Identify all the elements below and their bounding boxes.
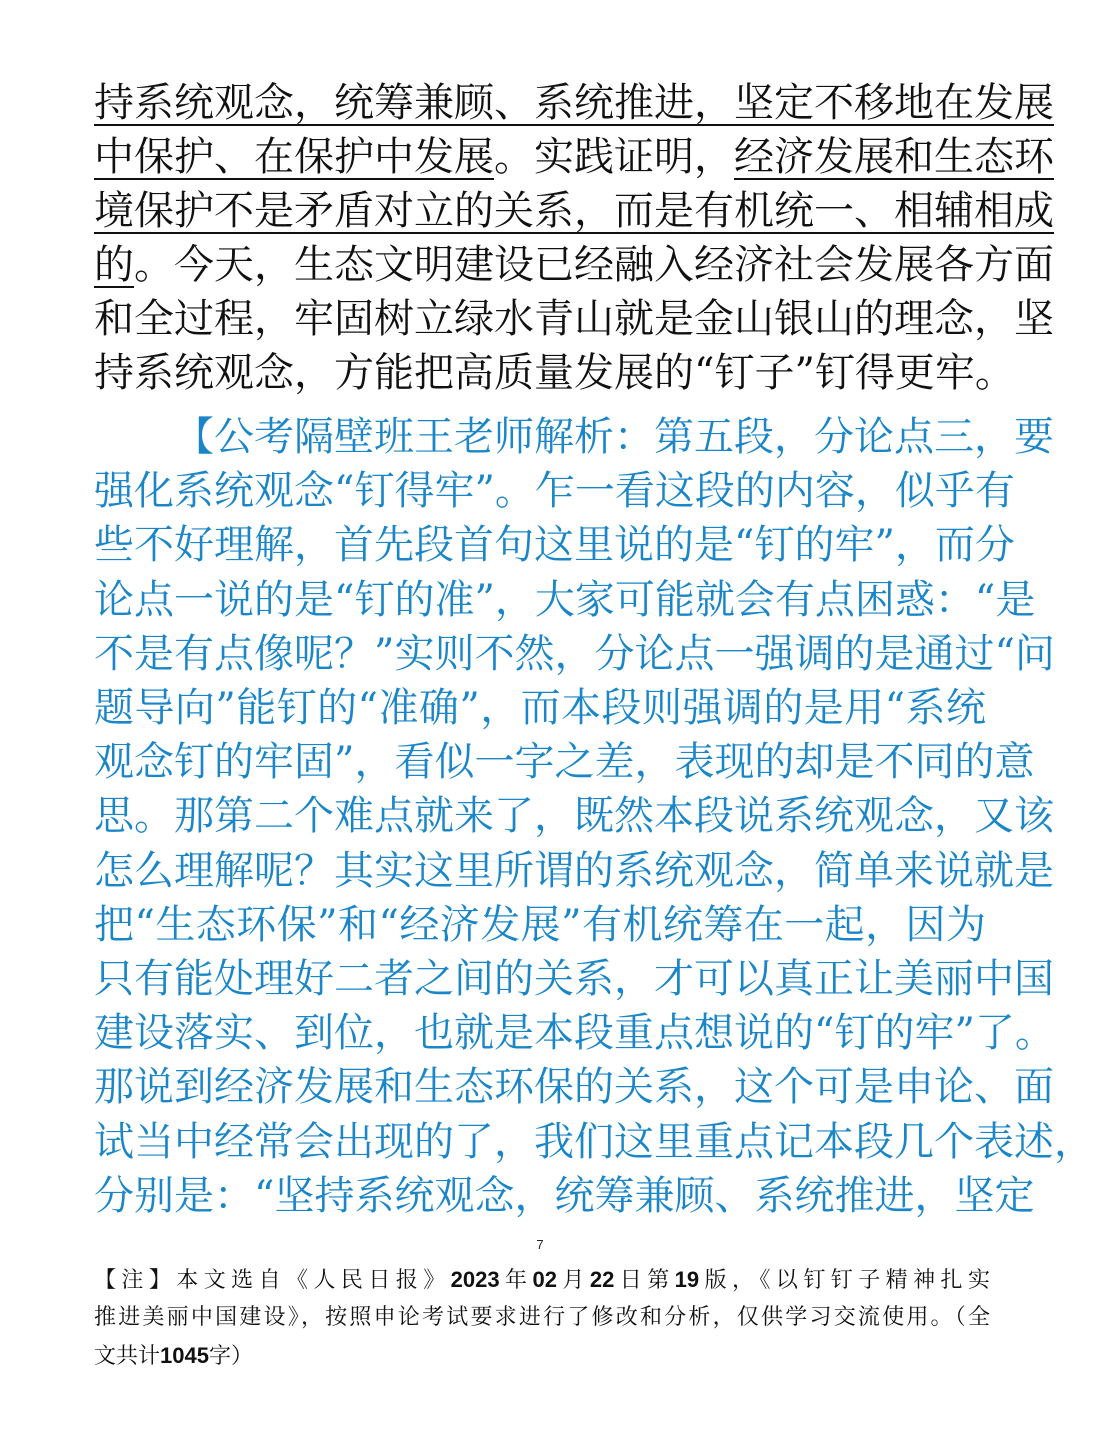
source-note-line-1 xyxy=(94,1262,990,1298)
note-text: 【注】本文选自《人民日报》 xyxy=(94,1268,451,1293)
analysis-line: 【公考隔壁班王老师解析：第五段，分论点三，要 xyxy=(174,414,1054,460)
note-year: 2023 xyxy=(450,1267,500,1292)
body-phrase: 和全过程，牢固树立绿水青山就是金山银山的理念，坚 xyxy=(94,296,1054,342)
analysis-line: 把“生态环保”和“经济发展”有机统筹在一起，因为 xyxy=(94,902,986,948)
body-phrase: 持系统观念，方能把高质量发展的“钉子”钉得更牢。 xyxy=(94,350,1015,396)
analysis-line: 观念钉的牢固”，看似一字之差，表现的却是不同的意 xyxy=(94,739,1035,785)
analysis-line: 论点一说的是“钉的准”，大家可能就会有点困惑：“是 xyxy=(94,577,1036,623)
source-note-line-2: 推进美丽中国建设》，按照申论考试要求进行了修改和分析，仅供学习交流使用。（全 xyxy=(94,1305,990,1330)
body-phrase: 。实践证明， xyxy=(494,134,734,180)
underlined-phrase: 经济发展和生态环 xyxy=(734,134,1054,180)
body-line xyxy=(94,74,1054,132)
analysis-line: 建设落实、到位，也就是本段重点想说的“钉的牢”了。 xyxy=(94,1010,1055,1056)
note-day: 22 xyxy=(589,1267,615,1292)
underlined-phrase: 持系统观念，统筹兼顾、系统推进，坚定不移地在发展 xyxy=(94,80,1054,126)
body-line xyxy=(94,128,1054,186)
underlined-phrase: 境保护不是矛盾对立的关系，而是有机统一、相辅相成 xyxy=(94,188,1054,234)
analysis-line: 不是有点像呢？”实则不然，分论点一强调的是通过“问 xyxy=(94,631,1055,677)
body-line xyxy=(94,344,1015,402)
underlined-phrase: 中保护、在保护中发展 xyxy=(94,134,494,180)
analysis-line: 怎么理解呢？其实这里所谓的系统观念，简单来说就是 xyxy=(94,848,1054,894)
analysis-line: 思。那第二个难点就来了，既然本段说系统观念，又该 xyxy=(94,793,1054,839)
analysis-line: 分别是：“坚持系统观念，统筹兼顾、系统推进，坚定 xyxy=(94,1173,1035,1219)
note-text: 年 xyxy=(499,1268,533,1293)
body-line xyxy=(94,290,1054,348)
analysis-line: 只有能处理好二者之间的关系，才可以真正让美丽中国 xyxy=(94,956,1054,1002)
note-text: 月 xyxy=(556,1268,590,1293)
analysis-line: 试当中经常会出现的了，我们这里重点记本段几个表述， xyxy=(94,1119,1094,1165)
analysis-line: 些不好理解，首先段首句这里说的是“钉的牢”，而分 xyxy=(94,522,1015,568)
body-line xyxy=(94,182,1054,240)
note-text: 版，《以钉钉子精神扎实 xyxy=(699,1268,990,1293)
page-number: 7 xyxy=(536,1237,544,1252)
note-text: 字） xyxy=(208,1344,253,1369)
analysis-line: 题导向”能钉的“准确”，而本段则强调的是用“系统 xyxy=(94,685,986,731)
note-month: 02 xyxy=(532,1267,557,1292)
body-phrase: 。今天，生态文明建设已经融入经济社会发展各方面 xyxy=(134,242,1054,288)
body-line xyxy=(94,236,1054,294)
analysis-line: 那说到经济发展和生态环保的关系，这个可是申论、面 xyxy=(94,1064,1054,1110)
underlined-phrase: 的 xyxy=(94,242,134,288)
note-text: 文共计 xyxy=(94,1344,161,1369)
analysis-line: 强化系统观念“钉得牢”。乍一看这段的内容，似乎有 xyxy=(94,468,1015,514)
note-word-count: 1045 xyxy=(160,1343,209,1368)
source-note-line-3 xyxy=(94,1338,990,1374)
note-text: 日第 xyxy=(614,1268,675,1293)
note-edition: 19 xyxy=(674,1267,700,1292)
